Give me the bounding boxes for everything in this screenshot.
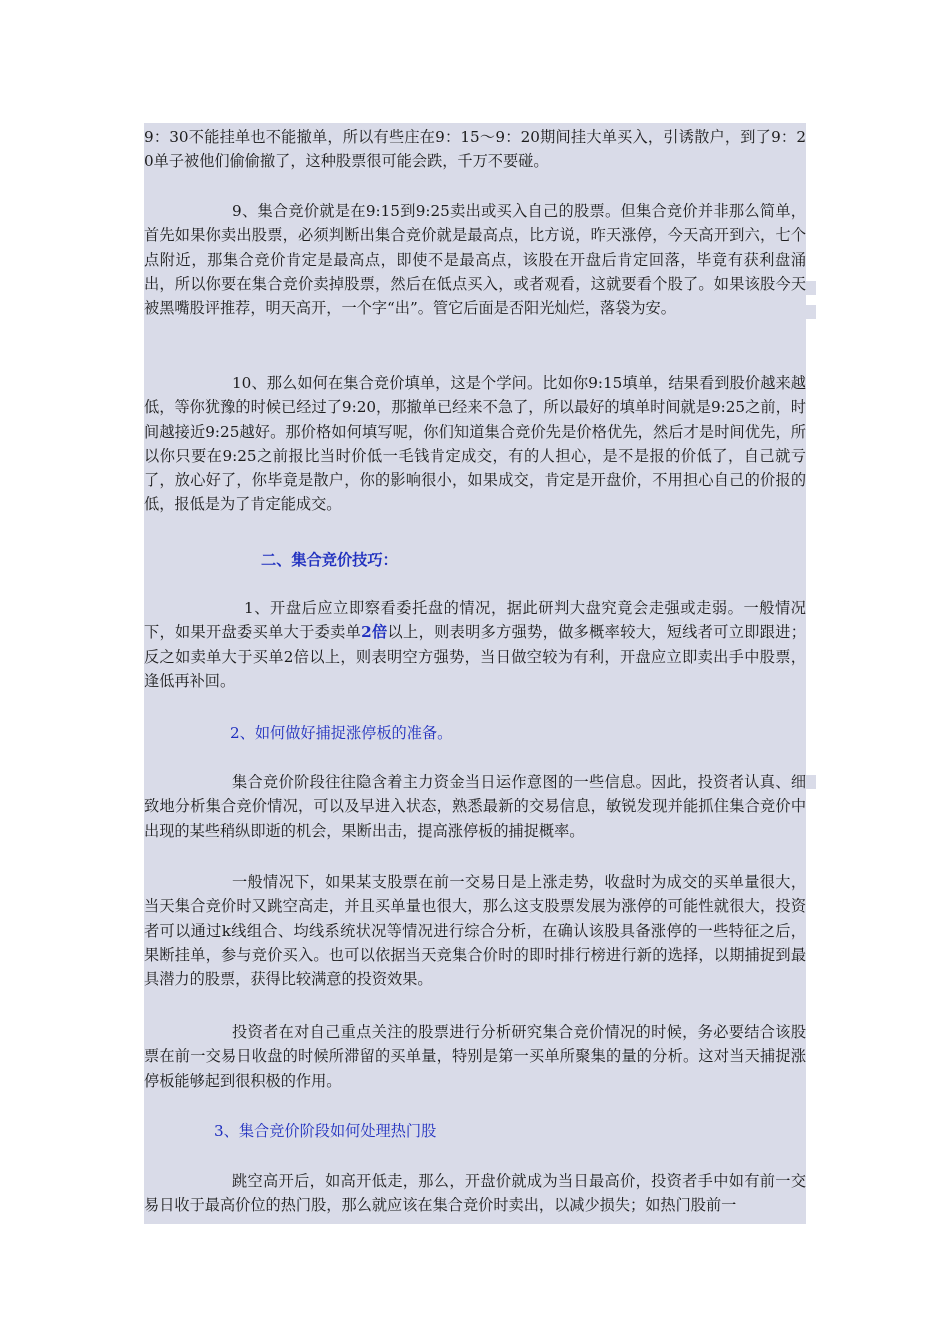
section2-p1-text-a: 1、开盘后应立即察看委托盘的情况，据此研判大盘究竟会走强或走弱。一般情况下，如果开盘委买单大于委卖单 [144, 599, 806, 642]
subsection3-paragraph-a: 跳空高开后，如高开低走，那么，开盘价就成为当日最高价，投资者手中如有前一交易日收于最高价位的热门股，那么就应该在集合竞价时卖出，以减少损失；如热门股前一 [144, 1172, 806, 1215]
subheading-2: 2、如何做好捕捉涨停板的准备。 [230, 724, 453, 742]
subheading-3: 3、集合竞价阶段如何处理热门股 [214, 1122, 437, 1140]
paragraph-10: 10、那么如何在集合竞价填单，这是个学问。比如你9:15填单，结果看到股价越来越低，等你犹豫的时候已经过了9:20，那撤单已经来不急了，所以最好的填单时间就是9:25之前，时间越接近9:25越好。那价格如何填写呢，你们知道集合竞价先是价格优先，然后才是时间优先，所以你只要在9:25之前报比当时价低一毛钱肯定成交，有的人担心，是不是报的价低了，自己就亏了，放心好了，你毕竟是散户，你的影响很小，如果成交，肯定是开盘价，不用担心自己的价报的低，报低是为了肯定能成交。 [144, 374, 806, 514]
section2-paragraph-1 [144, 596, 806, 693]
subsection2-paragraph-c: 投资者在对自己重点关注的股票进行分析研究集合竞价情况的时候，务必要结合该股票在前一交易日收盘的时候所滞留的买单量，特别是第一买单所聚集的量的分析。这对当天捕捉涨停板能够起到很积极的作用。 [144, 1023, 806, 1090]
section-heading-2: 二、集合竞价技巧： [261, 551, 398, 569]
section2-p1-text-b: 以上，则表明多方强势，做多概率较大，短线者可立即跟进；反之如卖单大于买单2倍以上，则表明空方强势，当日做空较为有利，开盘应立即卖出手中股票，逢低再补回。 [144, 623, 806, 690]
paragraph-9: 9、集合竞价就是在9:15到9:25卖出或买入自己的股票。但集合竞价并非那么简单，首先如果你卖出股票，必须判断出集合竞价就是最高点，比方说，昨天涨停，今天高开到六，七个点附近，那集合竞价肯定是最高点，即使不是最高点，该股在开盘后肯定回落，毕竟有获利盘涌出，所以你要在集合竞价卖掉股票，然后在低点买入，或者观看，这就要看个股了。如果该股今天被黑嘴股评推荐，明天高开，一个字“出”。管它后面是否阳光灿烂，落袋为安。 [144, 202, 806, 318]
document-body [144, 123, 806, 1224]
paragraph-intro: 9：30不能挂单也不能撤单，所以有些庄在9：15～9：20期间挂大单买入，引诱散户，到了9：20单子被他们偷偷撤了，这种股票很可能会跌，千万不要碰。 [144, 128, 806, 171]
highlight-overflow [806, 305, 816, 319]
highlight-overflow [806, 281, 816, 295]
highlight-overflow [806, 775, 816, 789]
subsection2-paragraph-a: 集合竞价阶段往往隐含着主力资金当日运作意图的一些信息。因此，投资者认真、细致地分析集合竞价情况，可以及早进入状态，熟悉最新的交易信息，敏锐发现并能抓住集合竞价中出现的某些稍纵即逝的机会，果断出击，提高涨停板的捕捉概率。 [144, 773, 806, 840]
subsection2-paragraph-b: 一般情况下，如果某支股票在前一交易日是上涨走势，收盘时为成交的买单量很大，当天集合竞价时又跳空高走，并且买单量也很大，那么这支股票发展为涨停的可能性就很大，投资者可以通过k线组合、均线系统状况等情况进行综合分析，在确认该股具备涨停的一些特征之后，果断挂单，参与竞价买入。也可以依据当天竞集合价时的即时排行榜进行新的选择，以期捕捉到最具潜力的股票，获得比较满意的投资效果。 [144, 873, 806, 989]
section2-p1-bold: 2倍 [361, 623, 388, 642]
